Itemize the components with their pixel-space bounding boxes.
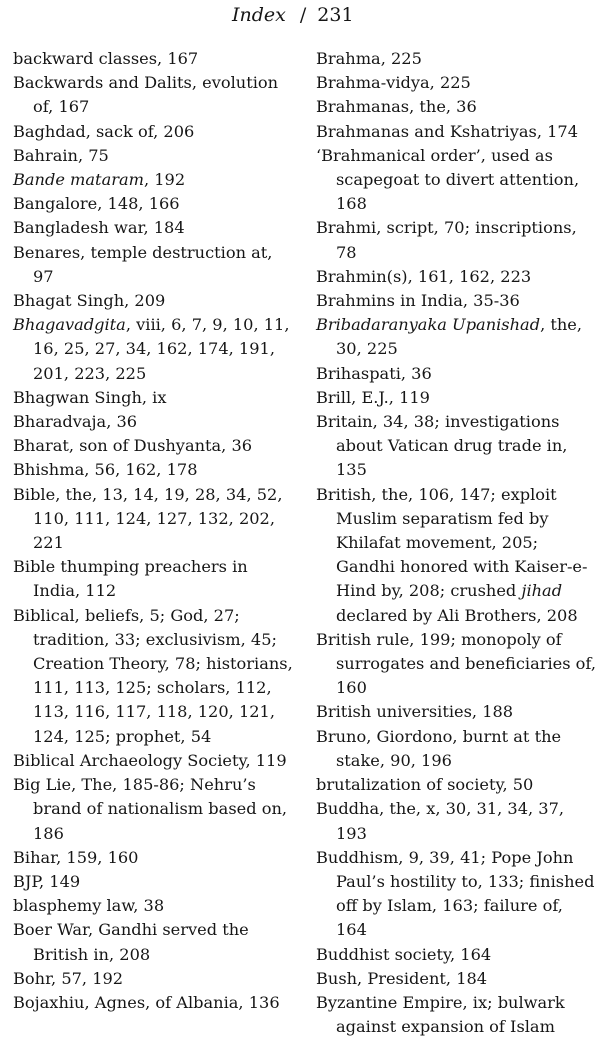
index-entry-head: Bangladesh war, 184: [13, 218, 185, 238]
index-entry: [13, 120, 298, 144]
index-entry-head: Biblical Archaeology Society, 119: [13, 750, 287, 770]
index-entry: [316, 144, 598, 217]
index-entry-head: Bible thumping preachers in India, 112: [13, 557, 248, 601]
index-entry-locators: declared by Ali Brothers, 208: [336, 605, 578, 625]
index-entry-head: Bojaxhiu, Agnes, of Albania, 136: [13, 992, 280, 1012]
index-entry-head: Brahmin(s), 161, 162, 223: [316, 266, 532, 286]
index-entry: [13, 846, 298, 870]
index-entry: [13, 749, 298, 773]
index-entry-head: Bruno, Giordono, burnt at the stake, 90, 196: [316, 726, 562, 770]
index-entry: [316, 47, 598, 71]
index-entry-head: Brahmanas and Kshatriyas, 174: [316, 121, 579, 141]
page-number: 231: [317, 4, 354, 26]
index-entry-head: backward classes, 167: [13, 49, 199, 68]
index-entry: [13, 434, 298, 458]
index-entry: [13, 192, 298, 216]
index-entry: [316, 797, 598, 845]
index-entry: [316, 95, 598, 119]
index-entry: [316, 410, 598, 483]
index-entry-head: Bihar, 159, 160: [13, 847, 139, 867]
running-head-separator: /: [299, 4, 307, 26]
index-entry-head: Brahmi, script, 70; inscriptions, 78: [316, 218, 577, 262]
index-entry-locators: , viii, 6, 7, 9, 10, 11, 16, 25, 27, 34, 162, 174, 191, 201, 223, 225: [33, 315, 290, 383]
index-entry: [13, 144, 298, 168]
index-entry: [316, 265, 598, 289]
index-column-left: [13, 47, 298, 1015]
index-entry-head: Baghdad, sack of, 206: [13, 121, 195, 141]
index-entry: [316, 313, 598, 361]
index-entry: [316, 216, 598, 264]
running-head: [232, 0, 432, 32]
index-entry-head: Buddhist society, 164: [316, 944, 492, 964]
index-entry-locators: , 192: [143, 170, 186, 190]
index-entry-head: Bribadaranyaka Upanishad: [316, 315, 541, 335]
index-entry: [13, 289, 298, 313]
index-entry-head: Brill, E.J., 119: [316, 387, 430, 407]
index-entry: [13, 555, 298, 603]
index-entry: [13, 241, 298, 289]
index-entry-head: Backwards and Dalits, evolution of, 167: [13, 73, 279, 117]
index-entry: [13, 483, 298, 556]
index-entry-head: Boer War, Gandhi served the British in, 208: [13, 920, 249, 964]
index-entry: [13, 216, 298, 240]
index-entry: [316, 967, 598, 991]
index-entry: [316, 943, 598, 967]
index-entry-head: Bhagat Singh, 209: [13, 291, 166, 311]
index-entry-head: Brahma, 225: [316, 49, 422, 68]
index-entry-head: Bush, President, 184: [316, 968, 488, 988]
index-entry: [13, 168, 298, 192]
index-entry-head: Bharadvaja, 36: [13, 412, 138, 432]
index-entry: [13, 410, 298, 434]
index-entry: [13, 386, 298, 410]
index-entry-head: British rule, 199; monopoly of surrogates and beneficiaries of, 160: [316, 629, 596, 698]
index-entry-locators: , the, 30, 225: [336, 315, 583, 359]
index-entry: [316, 773, 598, 797]
index-entry: [316, 846, 598, 943]
index-entry: [13, 991, 298, 1015]
index-entry-head: Bande mataram: [13, 170, 144, 190]
index-entry: [13, 894, 298, 918]
index-entry-head: Bangalore, 148, 166: [13, 194, 180, 214]
running-head-title: Index: [232, 4, 286, 26]
index-entry-head: brutalization of society, 50: [316, 775, 534, 795]
index-entry-head: Bible, the, 13, 14, 19, 28, 34, 52, 110, 111, 124, 127, 132, 202, 221: [13, 484, 283, 553]
index-entry: [316, 289, 598, 313]
index-entry: [13, 967, 298, 991]
index-entry-head: Bohr, 57, 192: [13, 968, 124, 988]
index-entry-head: British, the, 106, 147; exploit Muslim separatism fed by Khilafat movement, 205; Gandhi honored with Kaiser-e-Hind by, 208; crushed: [316, 484, 588, 601]
index-entry-head: Bhagavadgita: [13, 315, 126, 335]
index-entry-head: British universities, 188: [316, 702, 514, 722]
index-entry-head: Buddhism, 9, 39, 41; Pope John Paul’s hostility to, 133; finished off by Islam, 163; failure of, 164: [316, 847, 595, 940]
index-entry: [316, 991, 598, 1039]
index-entry-head: Big Lie, The, 185-86; Nehru’s brand of nationalism based on, 186: [13, 775, 288, 843]
index-entry: [13, 71, 298, 119]
index-entry-head: Byzantine Empire, ix; bulwark against expansion of Islam: [316, 992, 565, 1037]
index-entry: [316, 71, 598, 95]
index-entry: [13, 47, 298, 71]
index-entry: [316, 120, 598, 144]
index-entry-head: Biblical, beliefs, 5; God, 27; tradition, 33; exclusivism, 45; Creation Theory, 78; historians, 111, 113, 125; scholars, 112, 113, 116, 117, 118, 120, 121, 124, 125; prophet, 54: [13, 605, 293, 746]
index-entry: [13, 773, 298, 846]
index-entry: [316, 386, 598, 410]
index-entry: [316, 628, 598, 701]
index-column-right: [316, 47, 598, 1039]
index-entry-head: ‘Brahmanical order’, used as scapegoat to divert attention, 168: [316, 145, 580, 214]
index-entry-head: Brahmanas, the, 36: [316, 97, 477, 117]
index-entry-head: Britain, 34, 38; investigations about Vatican drug trade in, 135: [316, 412, 568, 480]
index-entry-head: Bhishma, 56, 162, 178: [13, 460, 198, 480]
index-entry: [316, 362, 598, 386]
index-entry: [13, 918, 298, 966]
index-entry-head: Brihaspati, 36: [316, 363, 432, 383]
index-entry-head: Brahma-vidya, 225: [316, 73, 471, 93]
index-entry-head: Brahmins in India, 35-36: [316, 291, 520, 311]
index-entry: [316, 700, 598, 724]
index-entry-head: Bhagwan Singh, ix: [13, 387, 167, 407]
index-entry-head: Bahrain, 75: [13, 145, 109, 165]
index-entry-head: BJP, 149: [13, 871, 81, 891]
index-entry: [13, 458, 298, 482]
index-entry-head: blasphemy law, 38: [13, 896, 165, 916]
index-entry-italic-term: jihad: [521, 581, 563, 601]
index-entry: [13, 313, 298, 386]
index-entry-head: Buddha, the, x, 30, 31, 34, 37, 193: [316, 799, 565, 843]
index-entry: [13, 604, 298, 749]
index-entry: [13, 870, 298, 894]
index-entry-head: Bharat, son of Dushyanta, 36: [13, 436, 253, 456]
index-entry: [316, 725, 598, 773]
index-entry: [316, 483, 598, 628]
index-entry-head: Benares, temple destruction at, 97: [13, 242, 273, 286]
